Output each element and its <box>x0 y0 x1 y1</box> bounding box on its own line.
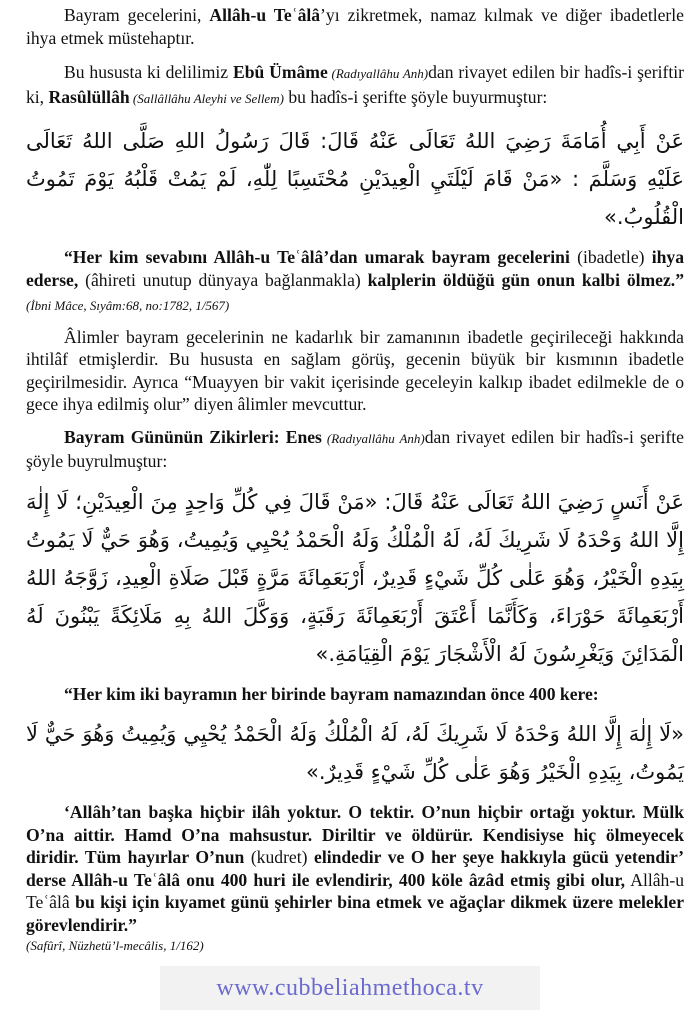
text-bold: “Her kim sevabını Allâh-u Teʿâlâ’dan umarak bayram gecelerini <box>64 247 570 267</box>
arabic-dhikr: «لَا إِلٰهَ إِلَّا اللهُ وَحْدَهُ لَا شَرِيكَ لَهُ، لَهُ الْمُلْكُ وَلَهُ الْحَمْدُ يُحْيِي وَيُمِيتُ وَهُوَ حَيٌّ لَا يَمُوتُ، بِيَدِهِ الْخَيْرُ وَهُوَ عَلٰى كُلِّ شَيْءٍ قَدِيرٌ.» <box>26 722 684 784</box>
honorific: (Sallâllâhu Aleyhi ve Sellem) <box>129 90 284 106</box>
text-bold: ihya ederse, <box>26 247 685 290</box>
text: (kudret) <box>244 847 315 867</box>
text: dan rivayet edilen bir hadîs-i şerifte şöyle buyrulmuştur: <box>26 426 684 471</box>
text-bold: bu kişi için kıyamet günü şehirler bina etmek ve ağaçlar dikmek üzere melekler görevlendirir.” <box>26 892 685 935</box>
text: dan rivayet edilen bir hadîs-i şeriftir ki, <box>26 62 684 107</box>
text-bold: elindedir ve O her şeye hakkıyla gücü yetendir’ derse Allâh-u Teʿâlâ onu 400 huri ile evlendirir, 400 köle âzâd etmiş gibi olur, <box>26 847 685 890</box>
text: (ibadetle) <box>569 247 652 267</box>
text-bold: Ebû Ümâme <box>232 62 328 82</box>
quote-translation-1 <box>26 246 684 318</box>
text-bold: ‘Allâh’tan başka hiçbir ilâh yoktur. O tektir. O’nun hiçbir ortağı yoktur. Mülk O’na aittir. Hamd O’na mahsustur. Diriltir ve öldürür. Kendisiyse hiç ölmeyecek diridir. Tüm hayırlar O’nun <box>26 802 684 867</box>
paragraph-dhikr <box>26 426 684 473</box>
text-bold: Rasûlüllâh <box>48 86 130 107</box>
heading-bold: Bayram Gününün Zikirleri: Enes <box>64 426 322 447</box>
text-bold: kalplerin öldüğü gün onun kalbi ölmez.” <box>367 269 684 290</box>
citation-safuri: (Safûrî, Nüzhetü’l-mecâlis, 1/162) <box>26 938 204 953</box>
arabic-hadith-2: عَنْ أَنَسٍ رَضِيَ اللهُ تَعَالَى عَنْهُ قَالَ: «مَنْ قَالَ فِي كُلِّ وَاحِدٍ مِنَ الْعِيدَيْنِ؛ لَا إِلٰهَ إِلَّا اللهُ وَحْدَهُ لَا شَرِيكَ لَهُ، لَهُ الْمُلْكُ وَلَهُ الْحَمْدُ يُحْيِي وَيُمِيتُ، وَهُوَ حَيٌّ لَا يَمُوتُ بِيَدِهِ الْخَيْرُ، وَهُوَ عَلٰى كُلِّ شَيْءٍ قَدِيرٌ، أَرْبَعَمِائَةَ مَرَّةٍ قَبْلَ صَلَاةِ الْعِيدِ، زَوَّجَهُ اللهُ أَرْبَعَمِائَةَ حَوْرَاءَ، وَكَأَنَّمَا أَعْتَقَ أَرْبَعَمِائَةَ رَقَبَةٍ، وَوَكَّلَ اللهُ بِهِ مَلَائِكَةً يَبْنُونَ لَهُ الْمَدَائِنَ وَيَغْرِسُونَ لَهُ الْأَشْجَارَ يَوْمَ الْقِيَامَةِ.» <box>26 489 684 666</box>
quote-translation-3 <box>26 801 684 936</box>
text: bu hadîs-i şerifte şöyle buyurmuştur: <box>283 86 548 107</box>
paragraph-intro <box>26 4 684 49</box>
arabic-hadith-1: عَنْ أَبِي أُمَامَةَ رَضِيَ اللهُ تَعَالَى عَنْهُ قَالَ: قَالَ رَسُولُ اللهِ صَلَّى اللهُ تَعَالَى عَلَيْهِ وَسَلَّمَ : «مَنْ قَامَ لَيْلَتَيِ الْعِيدَيْنِ مُحْتَسِبًا لِلّٰهِ، لَمْ يَمُتْ قَلْبُهُ يَوْمَ تَمُوتُ الْقُلُوبُ.» <box>26 129 684 229</box>
text: Allâh-u Teʿâlâ <box>26 869 684 912</box>
text: Bu hususta ki delilimiz <box>64 62 233 82</box>
paragraph-scholars: Âlimler bayram gecelerinin ne kadarlık bir zamanının ibadetle geçirileceği hakkında ihtilâf etmişlerdir. Bu hususta en sağlam görüş, gecenin büyük bir kısmının ibadetle geçirilmesidir. Ayrıca “Muayyen bir vakit içerisinde geceleyin kalkıp ibadet edilmekle de o gece ihya edilmiş olur” diyen âlimler mevcuttur. <box>26 326 684 414</box>
paragraph-evidence <box>26 61 684 110</box>
document-page <box>26 4 684 954</box>
text: Bayram gecelerini, <box>64 5 210 25</box>
honorific: (Radıyallâhu Anh) <box>321 430 425 446</box>
text: ’yı zikretmek, namaz kılmak ve diğer ibadetlerle ihya etmek müstehaptır. <box>26 5 684 48</box>
honorific: (Radıyallâhu Anh) <box>327 66 429 81</box>
citation: (İbni Mâce, Sıyâm:68, no:1782, 1/567) <box>26 298 230 313</box>
website-footer-link[interactable]: www.cubbeliahmethoca.tv <box>160 966 540 1010</box>
text-bold: Allâh-u Teʿâlâ <box>209 5 321 25</box>
quote-translation-2 <box>26 683 684 706</box>
text-bold: “Her kim iki bayramın her birinde bayram namazından önce 400 kere: <box>64 683 599 704</box>
text: (âhireti unutup dünyaya bağlanmakla) <box>78 269 368 290</box>
